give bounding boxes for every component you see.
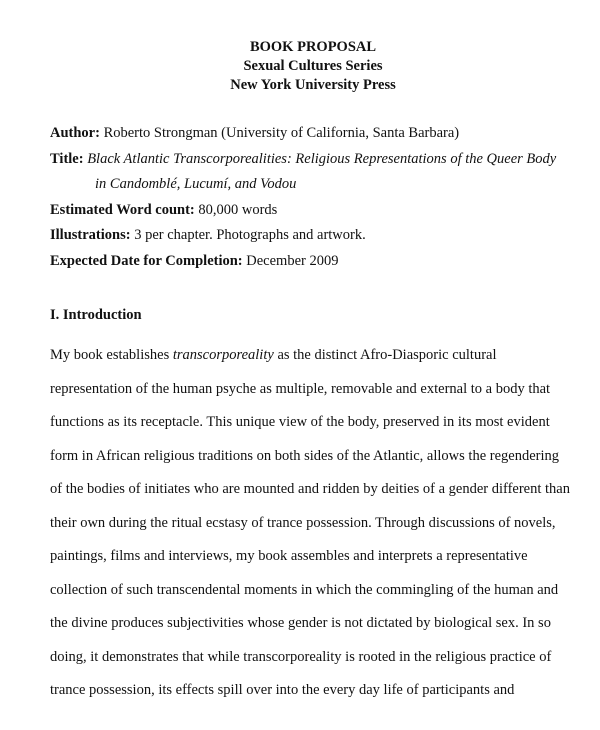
document-header (0, 38, 600, 95)
illustrations-label: Illustrations: (50, 227, 131, 243)
completion-value: December 2009 (242, 252, 339, 269)
paragraph-line: of the bodies of initiates who are mounted and ridden by deities of a gender different than (50, 481, 570, 497)
illustrations-value: 3 per chapter. Photographs and artwork. (130, 227, 366, 243)
paragraph-line: paintings, films and interviews, my book assembles and interprets a representative (50, 548, 528, 564)
paragraph-line: doing, it demonstrates that while transcorporeality is rooted in the religious practice of (50, 648, 552, 665)
paragraph-line (50, 339, 590, 373)
proposal-metadata (50, 121, 590, 274)
title-label: Title: (50, 150, 84, 167)
introduction-paragraph (50, 339, 590, 708)
title-row (50, 147, 590, 173)
author-value: Roberto Strongman (University of California, Santa Barbara) (99, 125, 460, 141)
completion-row (50, 249, 590, 275)
wordcount-label: Estimated Word count: (50, 201, 195, 218)
wordcount-value: 80,000 words (194, 201, 278, 218)
title-value-line2: in Candomblé, Lucumí, and Vodou (95, 176, 297, 192)
paragraph-line: collection of such transcendental moments in which the commingling of the human and (50, 581, 559, 598)
header-proposal-title: BOOK PROPOSAL (249, 39, 377, 55)
paragraph-line: the divine produces subjectivities whose gender is not dictated by biological sex. In so (50, 615, 551, 631)
author-label: Author: (50, 125, 100, 141)
wordcount-row (50, 198, 590, 224)
section-heading-introduction: I. Introduction (50, 307, 142, 323)
title-value-line1: Black Atlantic Transcorporealities: Religious Representations of the Queer Body (83, 150, 557, 167)
illustrations-row (50, 223, 590, 249)
paragraph-emphasis: transcorporeality (172, 347, 274, 363)
author-row (50, 121, 590, 147)
paragraph-line: representation of the human psyche as multiple, removable and external to a body that (50, 380, 551, 397)
title-row-continued (50, 172, 590, 198)
completion-label: Expected Date for Completion: (50, 252, 243, 269)
paragraph-text: My book establishes (50, 347, 173, 363)
paragraph-line: trance possession, its effects spill over into the every day life of participants and (50, 682, 515, 698)
paragraph-line: functions as its receptacle. This unique view of the body, preserved in its most evident (50, 414, 550, 430)
header-publisher: New York University Press (230, 77, 396, 93)
paragraph-line: their own during the ritual ecstasy of trance possession. Through discussions of novels, (50, 514, 556, 531)
header-series-name: Sexual Cultures Series (243, 58, 383, 74)
paragraph-line: form in African religious traditions on both sides of the Atlantic, allows the regendering (50, 447, 560, 464)
paragraph-text: as the distinct Afro-Diasporic cultural (273, 347, 497, 363)
